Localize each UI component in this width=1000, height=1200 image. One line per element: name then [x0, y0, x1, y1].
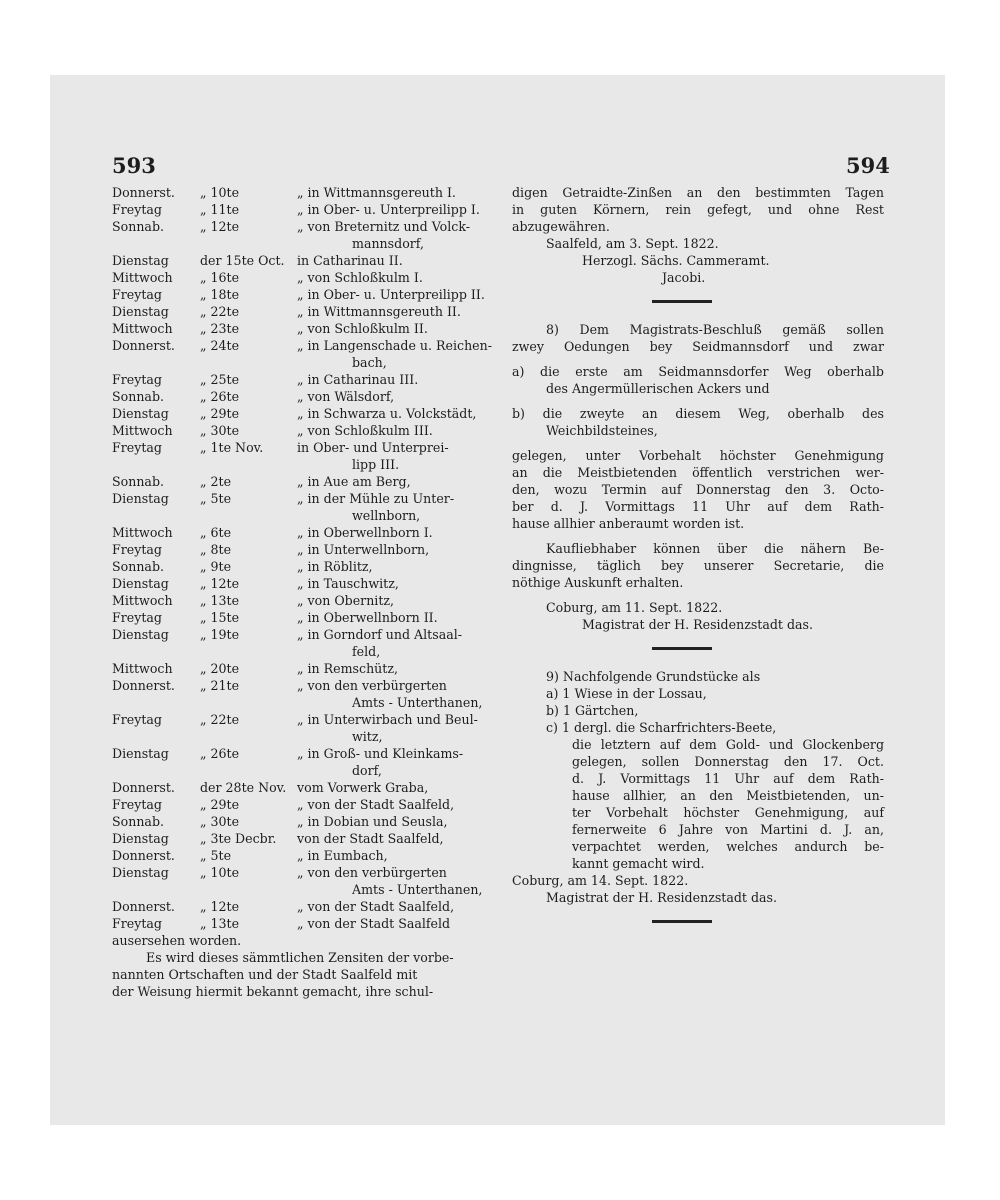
schedule-day: Sonnab. — [112, 474, 165, 489]
schedule-day: Sonnab. — [112, 219, 165, 234]
schedule-row — [112, 609, 542, 626]
schedule-row — [112, 456, 542, 473]
item9-list-item: c) 1 dergl. die Scharfrichters-Beete, — [546, 720, 777, 735]
schedule-date: „ 5te — [200, 848, 232, 863]
schedule-place: „ in Unterwirbach und Beul- — [297, 712, 478, 727]
right-column — [512, 184, 884, 941]
schedule-place: „ in Wittmannsgereuth I. — [297, 185, 456, 200]
schedule-day: Dienstag — [112, 253, 169, 268]
schedule-date: „ 30te — [200, 423, 240, 438]
item8-body-line: an die Meistbietenden öffentlich verstrichen wer- — [512, 465, 884, 480]
schedule-place: „ in Ober- u. Unterpreilipp I. — [297, 202, 480, 217]
item8-intro-line: 8) Dem Magistrats-Beschluß gemäß sollen — [546, 322, 884, 337]
schedule-place: „ in Röblitz, — [297, 559, 373, 574]
schedule-row — [112, 779, 542, 796]
schedule-day: Mittwoch — [112, 661, 173, 676]
schedule-row — [112, 796, 542, 813]
schedule-day: Freytag — [112, 202, 162, 217]
schedule-place: „ in Unterwellnborn, — [297, 542, 430, 557]
item9-body-line: die letztern auf dem Gold- und Glockenberg — [572, 737, 884, 752]
schedule-row — [112, 762, 542, 779]
schedule-place: bach, — [352, 355, 387, 370]
schedule-place: „ in Gorndorf und Altsaal- — [297, 627, 463, 642]
item8-body2-line: Kaufliebhaber können über die nähern Be- — [546, 541, 884, 556]
schedule-row — [112, 626, 542, 643]
paragraph-line: abzugewähren. — [512, 219, 610, 234]
schedule-row — [112, 728, 542, 745]
schedule-date: „ 20te — [200, 661, 240, 676]
item8-b-line: Weichbildsteines, — [546, 423, 658, 438]
schedule-row — [112, 694, 542, 711]
schedule-row — [112, 201, 542, 218]
schedule-row — [112, 252, 542, 269]
schedule-place: „ von den verbürgerten — [297, 865, 447, 880]
schedule-date: „ 26te — [200, 389, 240, 404]
schedule-place: Amts - Unterthanen, — [352, 695, 483, 710]
notice-date: Saalfeld, am 3. Sept. 1822. — [546, 236, 719, 251]
schedule-date: „ 22te — [200, 304, 240, 319]
notice-office: Herzogl. Sächs. Cammeramt. — [582, 253, 770, 268]
schedule-date: „ 25te — [200, 372, 240, 387]
section-divider — [652, 300, 712, 303]
item8-intro-line: zwey Oedungen bey Seidmannsdorf und zwar — [512, 339, 884, 354]
schedule-row — [112, 830, 542, 847]
schedule-date: „ 6te — [200, 525, 232, 540]
schedule-tail-line: ausersehen worden. — [112, 933, 242, 948]
schedule-row — [112, 677, 542, 694]
schedule-date: der 15te Oct. — [200, 253, 285, 268]
item9-list-item: a) 1 Wiese in der Lossau, — [546, 686, 707, 701]
section-divider — [652, 920, 712, 923]
schedule-place: „ von der Stadt Saalfeld, — [297, 797, 455, 812]
item9-intro: 9) Nachfolgende Grundstücke als — [546, 669, 761, 684]
schedule-date: „ 29te — [200, 406, 240, 421]
schedule-place: „ in Groß- und Kleinkams- — [297, 746, 464, 761]
item8-date: Coburg, am 11. Sept. 1822. — [546, 600, 723, 615]
scanned-page — [50, 75, 945, 1125]
paragraph-line: in guten Körnern, rein gefegt, und ohne Rest — [512, 202, 884, 217]
schedule-place: in Ober- und Unterprei- — [297, 440, 449, 455]
item9-date: Coburg, am 14. Sept. 1822. — [512, 873, 689, 888]
schedule-date: „ 13te — [200, 916, 240, 931]
schedule-row — [112, 337, 542, 354]
schedule-day: Donnerst. — [112, 899, 175, 914]
schedule-row — [112, 286, 542, 303]
schedule-row — [112, 507, 542, 524]
section-divider — [652, 647, 712, 650]
schedule-row — [112, 660, 542, 677]
item9-body-line: fernerweite 6 Jahre von Martini d. J. an, — [572, 822, 884, 837]
notice-signature: Jacobi. — [662, 270, 706, 285]
item9-body-line: kannt gemacht wird. — [572, 856, 705, 871]
schedule-row — [112, 558, 542, 575]
schedule-date: „ 12te — [200, 576, 240, 591]
schedule-date: „ 13te — [200, 593, 240, 608]
schedule-day: Freytag — [112, 542, 162, 557]
schedule-day: Donnerst. — [112, 338, 175, 353]
schedule-date: „ 16te — [200, 270, 240, 285]
schedule-day: Dienstag — [112, 406, 169, 421]
schedule-row — [112, 473, 542, 490]
schedule-row — [112, 864, 542, 881]
schedule-place: feld, — [352, 644, 381, 659]
schedule-date: „ 30te — [200, 814, 240, 829]
schedule-date: „ 22te — [200, 712, 240, 727]
schedule-row — [112, 371, 542, 388]
schedule-place: „ in Dobian und Seusla, — [297, 814, 448, 829]
closing-paragraph-line: Es wird dieses sämmtlichen Zensiten der vorbe- — [146, 950, 454, 965]
schedule-place: „ in der Mühle zu Unter- — [297, 491, 455, 506]
schedule-date: „ 23te — [200, 321, 240, 336]
item8-signature: Magistrat der H. Residenzstadt das. — [582, 617, 814, 632]
item8-a-line: des Angermüllerischen Ackers und — [546, 381, 770, 396]
schedule-date: „ 24te — [200, 338, 240, 353]
schedule-row — [112, 405, 542, 422]
item8-body-line: den, wozu Termin auf Donnerstag den 3. Octo- — [512, 482, 884, 497]
schedule-place: vom Vorwerk Graba, — [297, 780, 429, 795]
schedule-place: „ in Oberwellnborn I. — [297, 525, 433, 540]
schedule-place: witz, — [352, 729, 383, 744]
schedule-place: von der Stadt Saalfeld, — [297, 831, 444, 846]
schedule-row — [112, 388, 542, 405]
item8-a-line: a) die erste am Seidmannsdorfer Weg oberhalb — [512, 364, 884, 379]
schedule-day: Freytag — [112, 440, 162, 455]
closing-paragraph-line: nannten Ortschaften und der Stadt Saalfeld mit — [112, 967, 418, 982]
schedule-place: dorf, — [352, 763, 382, 778]
item9-body-line: ter Vorbehalt höchster Genehmigung, auf — [572, 805, 884, 820]
schedule-day: Sonnab. — [112, 389, 165, 404]
item9-signature: Magistrat der H. Residenzstadt das. — [546, 890, 778, 905]
schedule-day: Mittwoch — [112, 270, 173, 285]
schedule-place: „ von Schloßkulm I. — [297, 270, 423, 285]
schedule-day: Sonnab. — [112, 559, 165, 574]
schedule-place: mannsdorf, — [352, 236, 425, 251]
schedule-row — [112, 354, 542, 371]
schedule-row — [112, 847, 542, 864]
schedule-place: „ in Catharinau III. — [297, 372, 419, 387]
left-column — [112, 184, 542, 1000]
schedule-row — [112, 218, 542, 235]
schedule-row — [112, 915, 542, 932]
schedule-row — [112, 898, 542, 915]
schedule-place: „ in Aue am Berg, — [297, 474, 411, 489]
schedule-row — [112, 303, 542, 320]
schedule-day: Donnerst. — [112, 848, 175, 863]
schedule-row — [112, 184, 542, 201]
schedule-row — [112, 813, 542, 830]
schedule-row — [112, 575, 542, 592]
schedule-row — [112, 881, 542, 898]
schedule-day: Mittwoch — [112, 423, 173, 438]
schedule-row — [112, 422, 542, 439]
schedule-place: wellnborn, — [352, 508, 421, 523]
schedule-row — [112, 711, 542, 728]
item9-body-line: gelegen, sollen Donnerstag den 17. Oct. — [572, 754, 884, 769]
schedule-row — [112, 235, 542, 252]
schedule-date: „ 12te — [200, 219, 240, 234]
schedule-row — [112, 745, 542, 762]
schedule-row — [112, 592, 542, 609]
item8-body-line: hause allhier anberaumt worden ist. — [512, 516, 745, 531]
page-number-left: 593 — [112, 153, 156, 178]
schedule-place: in Catharinau II. — [297, 253, 403, 268]
schedule-day: Dienstag — [112, 746, 169, 761]
schedule-day: Donnerst. — [112, 780, 175, 795]
item8-body2-line: dingnisse, täglich bey unserer Secretarie, die — [512, 558, 884, 573]
schedule-row — [112, 541, 542, 558]
schedule-place: „ von Schloßkulm III. — [297, 423, 433, 438]
closing-paragraph-line: der Weisung hiermit bekannt gemacht, ihre schul- — [112, 984, 434, 999]
schedule-day: Donnerst. — [112, 678, 175, 693]
schedule-place: „ von der Stadt Saalfeld, — [297, 899, 455, 914]
schedule-place: „ von der Stadt Saalfeld — [297, 916, 451, 931]
schedule-date: „ 1te Nov. — [200, 440, 264, 455]
schedule-date: „ 10te — [200, 865, 240, 880]
schedule-day: Dienstag — [112, 576, 169, 591]
schedule-place: „ in Tauschwitz, — [297, 576, 399, 591]
schedule-day: Dienstag — [112, 627, 169, 642]
schedule-day: Dienstag — [112, 831, 169, 846]
schedule-day: Mittwoch — [112, 593, 173, 608]
schedule-day: Sonnab. — [112, 814, 165, 829]
schedule-date: „ 29te — [200, 797, 240, 812]
item9-body-line: d. J. Vormittags 11 Uhr auf dem Rath- — [572, 771, 884, 786]
schedule-row — [112, 524, 542, 541]
schedule-date: der 28te Nov. — [200, 780, 287, 795]
schedule-day: Dienstag — [112, 304, 169, 319]
collection-schedule — [112, 184, 542, 932]
schedule-day: Donnerst. — [112, 185, 175, 200]
schedule-day: Freytag — [112, 287, 162, 302]
schedule-place: „ in Langenschade u. Reichen- — [297, 338, 492, 353]
schedule-date: „ 21te — [200, 678, 240, 693]
schedule-place: Amts - Unterthanen, — [352, 882, 483, 897]
schedule-date: „ 18te — [200, 287, 240, 302]
schedule-row — [112, 269, 542, 286]
schedule-place: „ von den verbürgerten — [297, 678, 447, 693]
schedule-day: Mittwoch — [112, 525, 173, 540]
schedule-date: „ 8te — [200, 542, 232, 557]
item8-b-line: b) die zweyte an diesem Weg, oberhalb des — [512, 406, 884, 421]
schedule-row — [112, 643, 542, 660]
schedule-place: „ in Schwarza u. Volckstädt, — [297, 406, 477, 421]
schedule-day: Dienstag — [112, 491, 169, 506]
schedule-date: „ 5te — [200, 491, 232, 506]
item9-body-line: hause allhier, an den Meistbietenden, un- — [572, 788, 884, 803]
schedule-date: „ 10te — [200, 185, 240, 200]
schedule-place: „ von Breternitz und Volck- — [297, 219, 470, 234]
schedule-day: Freytag — [112, 916, 162, 931]
schedule-row — [112, 320, 542, 337]
schedule-place: lipp III. — [352, 457, 400, 472]
schedule-day: Freytag — [112, 372, 162, 387]
schedule-date: „ 12te — [200, 899, 240, 914]
schedule-place: „ in Eumbach, — [297, 848, 388, 863]
schedule-row — [112, 439, 542, 456]
schedule-date: „ 26te — [200, 746, 240, 761]
schedule-place: „ in Wittmannsgereuth II. — [297, 304, 461, 319]
schedule-place: „ in Remschütz, — [297, 661, 398, 676]
schedule-date: „ 15te — [200, 610, 240, 625]
schedule-row — [112, 490, 542, 507]
schedule-date: „ 11te — [200, 202, 240, 217]
schedule-place: „ in Oberwellnborn II. — [297, 610, 438, 625]
page-number-right: 594 — [846, 153, 890, 178]
schedule-date: „ 3te Decbr. — [200, 831, 277, 846]
schedule-date: „ 9te — [200, 559, 232, 574]
schedule-date: „ 19te — [200, 627, 240, 642]
schedule-day: Dienstag — [112, 865, 169, 880]
schedule-day: Mittwoch — [112, 321, 173, 336]
schedule-day: Freytag — [112, 712, 162, 727]
item8-body-line: gelegen, unter Vorbehalt höchster Genehmigung — [512, 448, 884, 463]
schedule-place: „ von Obernitz, — [297, 593, 395, 608]
schedule-place: „ von Schloßkulm II. — [297, 321, 428, 336]
schedule-day: Freytag — [112, 797, 162, 812]
item9-body-line: verpachtet werden, welches andurch be- — [572, 839, 884, 854]
schedule-date: „ 2te — [200, 474, 232, 489]
item8-body2-line: nöthige Auskunft erhalten. — [512, 575, 684, 590]
paragraph-line: digen Getraidte-Zinßen an den bestimmten Tagen — [512, 185, 884, 200]
schedule-day: Freytag — [112, 610, 162, 625]
item9-list-item: b) 1 Gärtchen, — [546, 703, 639, 718]
item8-body-line: ber d. J. Vormittags 11 Uhr auf dem Rath- — [512, 499, 884, 514]
schedule-place: „ von Wälsdorf, — [297, 389, 395, 404]
schedule-place: „ in Ober- u. Unterpreilipp II. — [297, 287, 485, 302]
